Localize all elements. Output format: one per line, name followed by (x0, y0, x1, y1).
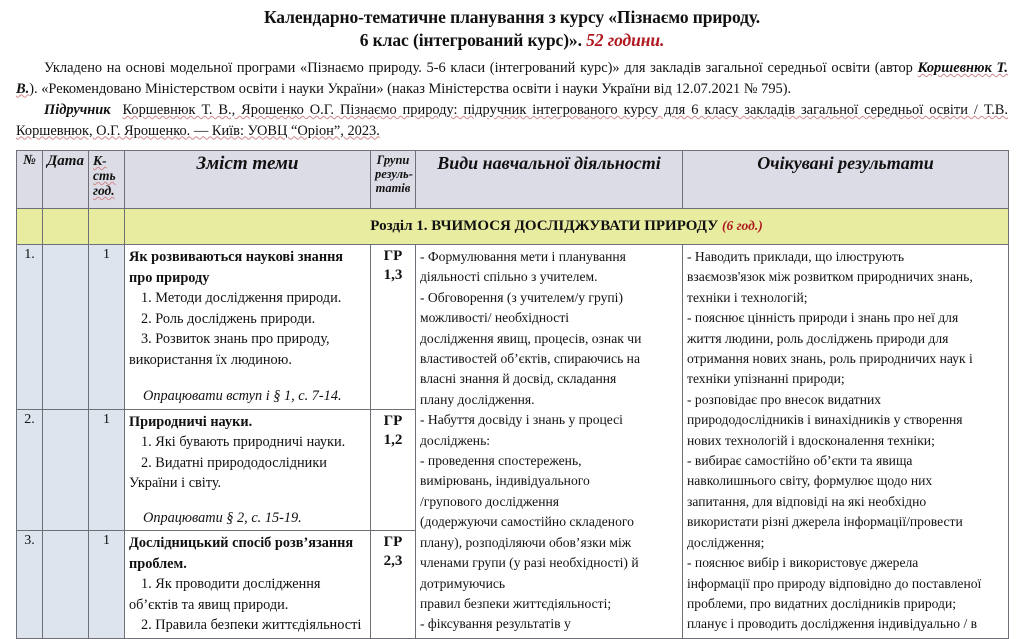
activity-line: дослідження явищ, процесів, ознак чи (420, 330, 642, 346)
result-line: природодослідників і винахідників у створення (687, 412, 963, 428)
activity-line: діяльності спільно з учителем. (420, 269, 598, 285)
activity-line: правил безпеки життєдіяльності; (420, 595, 612, 611)
col-header-activities: Види навчальної діяльності (416, 151, 683, 209)
activity-line: дотримуючись (420, 575, 506, 591)
result-line: планує і проводить дослідження індивідуально / в (687, 616, 978, 632)
row-topic-2 (125, 409, 371, 531)
intro-p2-label: Підручник (44, 102, 111, 118)
topic-item-3-1: 1. Як проводити дослідження (141, 576, 321, 592)
result-line: нових технологій і вдосконалення техніки; (687, 432, 935, 448)
col-header-topic: Зміст теми (125, 151, 371, 209)
row-num-3: 3. (17, 531, 43, 639)
result-line: - вибирає самостійно об’єкти та явища (687, 453, 913, 469)
topic-item-1-2: 2. Роль досліджень природи. (141, 310, 316, 327)
activity-line: членами групи (у разі необхідності) й (420, 555, 639, 571)
activity-line: - проведення спостережень, (420, 453, 582, 469)
section-hours: (6 год.) (721, 218, 763, 233)
topic-cont-1: використання їх людиною. (129, 351, 292, 368)
activity-line: власні знання й досвід, складання (420, 371, 617, 387)
row-date-2[interactable] (43, 409, 89, 531)
section-cell-num (17, 209, 43, 245)
topic-note-2: Опрацювати § 2, с. 15-19. (143, 509, 302, 526)
result-line: життя людини, роль досліджень природи для (687, 330, 949, 346)
topic-item-1-1: 1. Методи дослідження природи. (141, 290, 342, 306)
title-line-2-main: 6 клас (інтегрований курс)». (359, 30, 582, 50)
activity-line: - Набуття досвіду і знань у процесі (420, 412, 623, 428)
row-date-1[interactable] (43, 245, 89, 410)
result-line: використати різні джерела інформації/провести (687, 514, 963, 530)
activity-line: (додержуючи самостійно складеного (420, 514, 634, 530)
table-body (17, 209, 1009, 639)
col-header-results: Очікувані результати (683, 151, 1009, 209)
table-header-row (17, 151, 1009, 209)
table-header (17, 151, 1009, 209)
row-topic-1 (125, 245, 371, 410)
result-line: запитання, для відповіді на які необхідно (687, 493, 927, 509)
section-cell-qty (89, 209, 125, 245)
topic-item-2-1: 1. Які бувають природничі науки. (141, 434, 346, 450)
activity-line: - Формулювання мети і планування (420, 249, 626, 264)
row-groups-2: ГР 1,2 (371, 409, 416, 531)
result-line: - пояснює вибір і використовує джерела (687, 555, 919, 571)
row-groups-3: ГР 2,3 (371, 531, 416, 639)
row-qty-1: 1 (89, 245, 125, 410)
row-num-2: 2. (17, 409, 43, 531)
row-qty-3: 1 (89, 531, 125, 639)
title-line-1: Календарно-тематичне планування з курсу «Пізнаємо природу. (263, 7, 761, 27)
section-cell-date (43, 209, 89, 245)
topic-item-2-2: 2. Видатні природодослідники (141, 454, 327, 471)
document-title-block (0, 0, 1024, 52)
activity-line: /групового дослідження (420, 493, 560, 509)
col-header-date: Дата (43, 151, 89, 209)
table-row (17, 245, 1009, 410)
result-line: техніки упізнанні природи; (687, 371, 845, 387)
result-line: отримання нових знань, роль природничих наук і (687, 351, 973, 367)
intro-paragraph-2 (16, 100, 1008, 141)
title-hours: 52 години. (586, 30, 665, 50)
intro-p1-part2: ). «Рекомендовано Міністерством освіти і науки України» (наказ Міністерства освіти і науки України від 12.07.2021 № 795). (29, 80, 792, 97)
row-groups-1: ГР 1,3 (371, 245, 416, 410)
result-line: - Наводить приклади, що ілюструють (687, 249, 905, 264)
activity-line: можливості/ необхідності (420, 310, 570, 326)
section-title-label: Розділ 1. ВЧИМОСЯ ДОСЛІДЖУВАТИ ПРИРОДУ (370, 218, 719, 234)
topic-item-1-3: 3. Розвиток знань про природу, (141, 331, 330, 347)
result-line: техніки і технологій; (687, 289, 808, 305)
topic-cont-2: України і світу. (129, 475, 222, 491)
intro-p1-author: Коршевнюк Т. В. (16, 60, 1009, 97)
topic-head-1: Як розвиваються наукові знання про природу (129, 249, 344, 286)
activity-line: плану), розподіляючи обов’язки між (420, 534, 632, 550)
result-line: взаємозв'язок між розвитком природничих знань, (687, 269, 973, 285)
activities-cell (416, 245, 683, 639)
intro-p1-part1: Укладено на основі модельної програми «Пізнаємо природу. 5-6 класи (інтегрований курс)» для закладів загальної середньої освіти (автор (44, 60, 918, 76)
row-num-1: 1. (17, 245, 43, 410)
topic-head-3: Дослідницький спосіб розв’язання проблем. (129, 535, 354, 572)
result-line: навколишнього світу, формулює щодо них (687, 473, 933, 489)
topic-head-2: Природничі науки. (129, 413, 253, 430)
result-line: проблеми, про видатних дослідників природи; (687, 595, 957, 611)
result-line: - розповідає про внесок видатних (687, 391, 882, 407)
results-cell (683, 245, 1009, 639)
ktp-table-container (16, 150, 1008, 639)
topic-item-3-3: 2. Правила безпеки життєдіяльності (141, 617, 362, 633)
col-header-num: № (17, 151, 43, 209)
intro-paragraphs (0, 52, 1024, 141)
activity-line: властивостей об’єктів, спираючись на (420, 351, 640, 367)
topic-note-1: Опрацювати вступ і § 1, с. 7-14. (143, 388, 342, 404)
title-line-2 (90, 29, 934, 52)
activity-line: вимірювань, індивідуального (420, 473, 590, 489)
activity-line: - фіксування результатів у (420, 616, 571, 632)
result-line: - пояснює цінність природи і знань про неї для (687, 310, 959, 326)
activity-line: плану дослідження. (420, 391, 535, 407)
activity-line: - Обговорення (з учителем/у групі) (420, 289, 623, 305)
activity-line: досліджень: (420, 432, 491, 448)
result-line: дослідження; (687, 534, 765, 550)
ktp-table (16, 150, 1009, 639)
row-qty-2: 1 (89, 409, 125, 531)
col-header-qty: К-сть год. (89, 151, 125, 209)
col-header-groups: Групи резуль-татів (371, 151, 416, 209)
section-row (17, 209, 1009, 245)
section-title-cell (125, 209, 1009, 245)
result-line: інформації про природу відповідно до поставленої (687, 575, 982, 591)
intro-paragraph-1 (16, 58, 1008, 99)
intro-p2-text: Коршевнюк Т. В., Ярошенко О.Г. Пізнаємо природу: підручник інтегрованого курсу для 6 класу закладів загальної середньої освіти / Т.В. Коршевнюк, О.Г. Ярошенко. — Київ: УОВЦ “Оріон”, 2023. (16, 102, 1008, 139)
topic-item-3-2: об’єктів та явищ природи. (129, 596, 289, 613)
